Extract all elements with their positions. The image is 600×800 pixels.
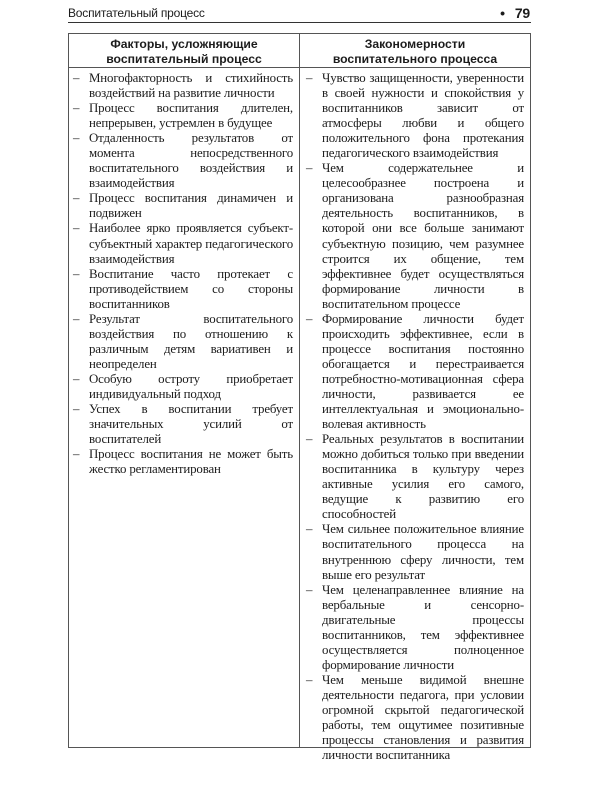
list-item: – Процесс воспитания длителен, непрерывен, устремлен в будущее — [73, 101, 293, 131]
running-head-title: Воспитательный процесс — [68, 6, 205, 20]
list-item: – Успех в воспитании требует значительных усилий от воспитателей — [73, 402, 293, 447]
list-item: – Чем сильнее положительное влияние воспитательного процесса на внутреннюю сферу личности, тем выше его результат — [306, 522, 524, 582]
header-line: Закономерности — [364, 37, 466, 51]
header-line: воспитательного процесса — [332, 52, 498, 66]
list-item: – Чем меньше видимой внешне деятельности педагога, при условии огромной скрытой педагогической работы, тем ощутимее позитивные процессы становления и развития личности воспитанника — [306, 673, 524, 763]
list-item: – Чем целенаправленнее влияние на вербальные и сенсорно-двигательные процессы воспитанников, тем эффективнее осуществляется полноценное формирование личности — [306, 583, 524, 673]
list-item: – Многофакторность и стихийность воздействий на развитие личности — [73, 71, 293, 101]
bullet-icon: • — [500, 5, 505, 21]
column-header-factors — [69, 34, 299, 68]
header-line: воспитательный процесс — [106, 52, 262, 66]
column-regularities — [300, 34, 530, 763]
running-head — [68, 4, 530, 22]
column-header-regularities — [300, 34, 530, 68]
list-item: – Воспитание часто протекает с противодействием со стороны воспитанников — [73, 267, 293, 312]
list-item: – Процесс воспитания не может быть жестко регламентирован — [73, 447, 293, 477]
factors-list — [69, 68, 299, 477]
list-item: – Результат воспитательного воздействия по отношению к различным детям вариативен и неопределен — [73, 312, 293, 372]
page-number: 79 — [514, 5, 530, 21]
list-item: – Формирование личности будет происходить эффективнее, если в процессе воспитания постоянно обогащается и перестраивается потребностно-мотивационная сфера личности, развивается ее интеллектуальная и эмоционально-волевая активность — [306, 312, 524, 432]
list-item: – Особую остроту приобретает индивидуальный подход — [73, 372, 293, 402]
regularities-list — [300, 68, 530, 763]
list-item: – Чувство защищенности, уверенности в своей нужности и спокойствия у воспитанников зависит от атмосферы любви и общего положительного фона протекания педагогического взаимодействия — [306, 71, 524, 161]
list-item: – Процесс воспитания динамичен и подвижен — [73, 191, 293, 221]
list-item: – Чем содержательнее и целесообразнее построена и организована разнообразная деятельность воспитанников, в которой они все больше занимают субъектную позицию, чем разумнее строится их общение, тем эффективнее будет осуществляться формирование личности в воспитательном процессе — [306, 161, 524, 311]
list-item: – Отдаленность результатов от момента непосредственного воспитательного воздействия и взаимодействия — [73, 131, 293, 191]
header-line: Факторы, усложняющие — [110, 37, 258, 51]
list-item: – Наиболее ярко проявляется субъект-субъектный характер педагогического взаимодействия — [73, 221, 293, 266]
comparison-table — [68, 33, 531, 763]
page-number-group — [500, 5, 530, 21]
column-factors — [69, 34, 300, 747]
header-rule — [68, 22, 531, 23]
list-item: – Реальных результатов в воспитании можно добиться только при введении воспитанника в культуру через активные усилия его самого, ведущие к развитию его способностей — [306, 432, 524, 522]
